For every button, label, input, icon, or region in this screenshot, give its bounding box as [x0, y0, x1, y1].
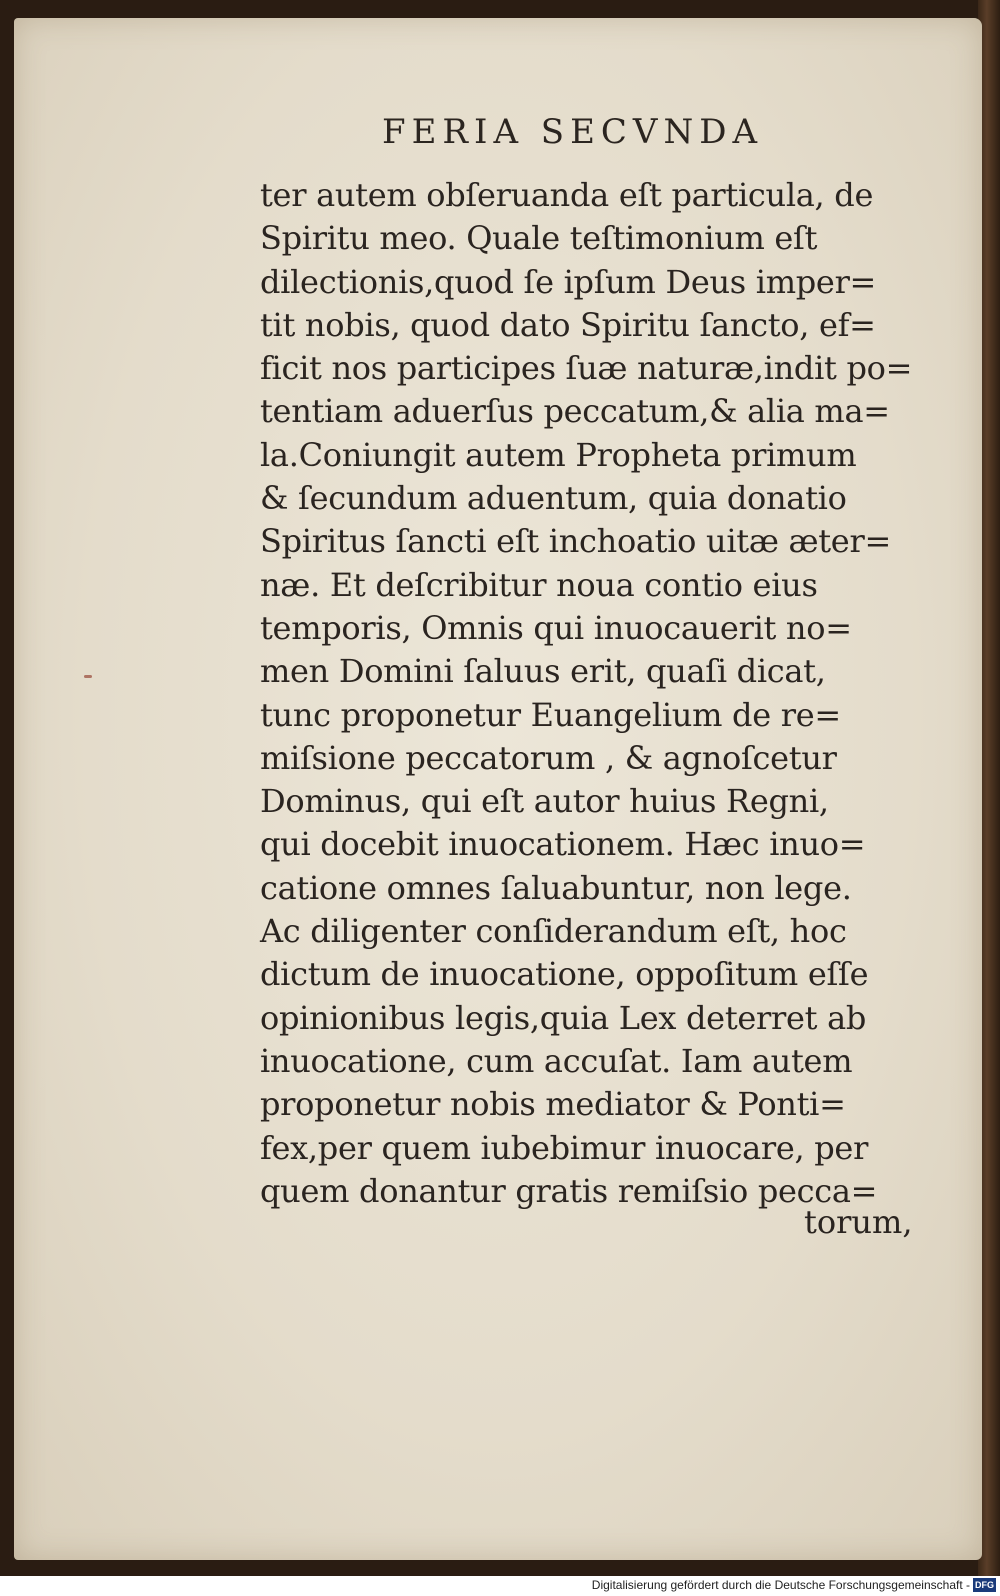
text-line: men Domini ſaluus erit, quaſi dicat, — [260, 652, 826, 691]
text-line: inuocatione, cum accuſat. Iam autem — [260, 1041, 853, 1080]
text-line: ficit nos participes ſuæ naturæ,indit po= — [260, 349, 913, 388]
text-line: proponetur nobis mediator & Ponti= — [260, 1085, 846, 1124]
text-line: miſsione peccatorum , & agnoſcetur — [260, 738, 837, 777]
text-line: tit nobis, quod dato Spiritu ſancto, ef= — [260, 305, 876, 344]
text-line: tunc proponetur Euangelium de re= — [260, 695, 841, 734]
body-text — [260, 174, 940, 1213]
text-line: qui docebit inuocationem. Hæc inuo= — [260, 825, 866, 864]
funding-credit: Digitalisierung gefördert durch die Deutsche Forschungsgemeinschaft - — [591, 1578, 970, 1592]
text-line: Ac diligenter conſiderandum eſt, hoc — [260, 912, 847, 951]
text-line: ter autem obſeruanda eſt particula, de — [260, 176, 874, 214]
text-line: fex,per quem iubebimur inuocare, per — [260, 1128, 869, 1167]
text-line: Spiritu meo. Quale teſtimonium eſt — [260, 219, 818, 258]
text-line: Dominus, qui eſt autor huius Regni, — [260, 782, 829, 821]
text-line: catione omnes ſaluabuntur, non lege. — [260, 868, 852, 907]
running-head: FERIA SECVNDA — [382, 112, 764, 152]
text-line: dictum de inuocatione, oppoſitum eſſe — [260, 955, 869, 994]
text-line: quem donantur gratis remiſsio pecca= — [260, 1171, 878, 1210]
stain-mark — [84, 675, 92, 678]
footer-bar — [0, 1576, 1000, 1596]
text-line: tentiam aduerſus peccatum,& alia ma= — [260, 392, 890, 431]
text-line: dilectionis,quod ſe ipſum Deus imper= — [260, 262, 877, 301]
book-page — [14, 18, 982, 1560]
text-line: temporis, Omnis qui inuocauerit no= — [260, 608, 852, 647]
text-line: Spiritus ſancti eſt inchoatio uitæ æter= — [260, 522, 891, 561]
text-line: & ſecundum aduentum, quia donatio — [260, 479, 847, 518]
dfg-logo: DFG — [975, 1580, 994, 1590]
catchword: torum, — [804, 1203, 913, 1241]
text-line: la.Coniungit autem Propheta primum — [260, 435, 857, 474]
text-line: opinionibus legis,quia Lex deterret ab — [260, 998, 867, 1037]
text-line: næ. Et deſcribitur noua contio eius — [260, 565, 818, 604]
